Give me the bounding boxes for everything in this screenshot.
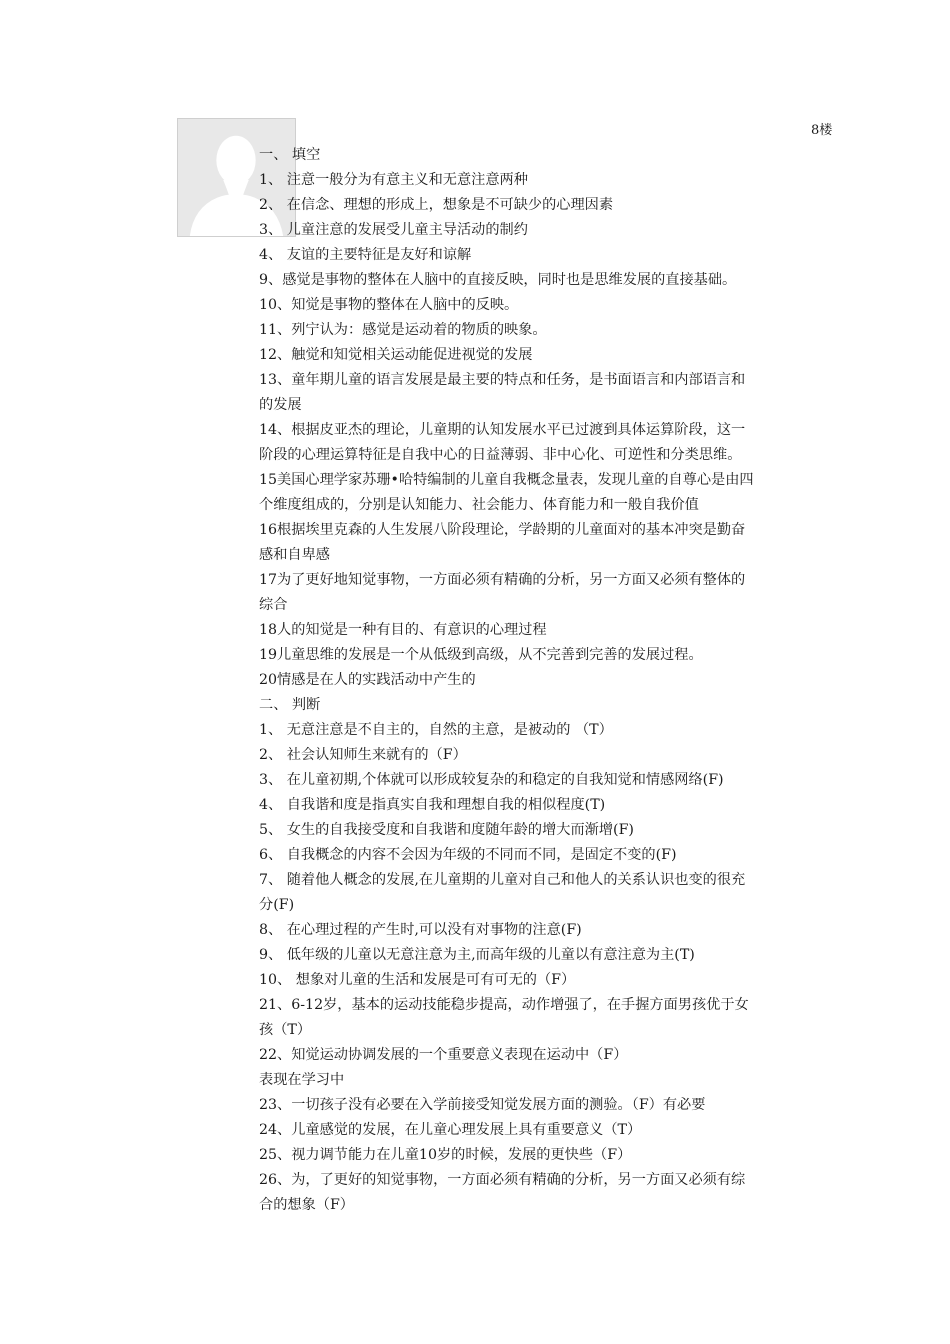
text-line: 22、知觉运动协调发展的一个重要意义表现在运动中（F） [259, 1047, 628, 1063]
text-line: 3、 在儿童初期,个体就可以形成较复杂的和稳定的自我知觉和情感网络(F) [259, 772, 724, 788]
text-line: 个维度组成的，分别是认知能力、社会能力、体育能力和一般自我价值 [259, 497, 699, 513]
text-line: 10、知觉是事物的整体在人脑中的反映。 [259, 297, 519, 313]
text-line: 13、童年期儿童的语言发展是最主要的特点和任务，是书面语言和内部语言和 [259, 372, 746, 388]
text-line: 综合 [259, 597, 288, 613]
floor-label: 8楼 [811, 123, 833, 138]
text-line: 4、 自我谐和度是指真实自我和理想自我的相似程度(T) [259, 797, 606, 813]
text-line: 26、为，了更好的知觉事物，一方面必须有精确的分析，另一方面又必须有综 [259, 1172, 746, 1188]
text-line: 的发展 [259, 397, 302, 413]
text-line: 二、 判断 [259, 697, 321, 713]
text-line: 17为了更好地知觉事物，一方面必须有精确的分析，另一方面又必须有整体的 [259, 572, 746, 588]
text-line: 合的想象（F） [259, 1197, 354, 1213]
document-body [259, 143, 839, 1218]
text-line: 3、 儿童注意的发展受儿童主导活动的制约 [259, 222, 528, 238]
text-line: 15美国心理学家苏珊•哈特编制的儿童自我概念量表，发现儿童的自尊心是由四 [259, 472, 754, 488]
text-line: 25、视力调节能力在儿童10岁的时候，发展的更快些（F） [259, 1147, 632, 1163]
text-line: 2、 在信念、理想的形成上，想象是不可缺少的心理因素 [259, 197, 614, 213]
text-line: 23、一切孩子没有必要在入学前接受知觉发展方面的测验。（F）有必要 [259, 1097, 706, 1113]
text-line: 6、 自我概念的内容不会因为年级的不同而不同，是固定不变的(F) [259, 847, 677, 863]
text-line: 9、感觉是事物的整体在人脑中的直接反映，同时也是思维发展的直接基础。 [259, 272, 737, 288]
text-line: 1、 注意一般分为有意主义和无意注意两种 [259, 172, 528, 188]
text-line: 一、 填空 [259, 147, 321, 163]
text-line: 8、 在心理过程的产生时,可以没有对事物的注意(F) [259, 922, 582, 938]
text-line: 4、 友谊的主要特征是友好和谅解 [259, 247, 472, 263]
text-line: 10、 想象对儿童的生活和发展是可有可无的（F） [259, 972, 576, 988]
text-line: 表现在学习中 [259, 1072, 345, 1088]
text-line: 11、列宁认为：感觉是运动着的物质的映象。 [259, 322, 547, 338]
text-line: 18人的知觉是一种有目的、有意识的心理过程 [259, 622, 547, 638]
text-line: 19儿童思维的发展是一个从低级到高级，从不完善到完善的发展过程。 [259, 647, 703, 663]
text-line: 感和自卑感 [259, 547, 330, 563]
text-line: 7、 随着他人概念的发展,在儿童期的儿童对自己和他人的关系认识也变的很充 [259, 872, 746, 888]
text-line: 12、触觉和知觉相关运动能促进视觉的发展 [259, 347, 533, 363]
text-line: 9、 低年级的儿童以无意注意为主,而高年级的儿童以有意注意为主(T) [259, 947, 695, 963]
text-line: 1、 无意注意是不自主的，自然的主意，是被动的 （T） [259, 722, 613, 738]
text-line: 5、 女生的自我接受度和自我谐和度随年龄的增大而渐增(F) [259, 822, 634, 838]
text-line: 分(F) [259, 897, 295, 913]
text-line: 16根据埃里克森的人生发展八阶段理论，学龄期的儿童面对的基本冲突是勤奋 [259, 522, 746, 538]
text-line: 14、根据皮亚杰的理论，儿童期的认知发展水平已过渡到具体运算阶段，这一 [259, 422, 746, 438]
text-line: 20情感是在人的实践活动中产生的 [259, 672, 476, 688]
text-line: 24、儿童感觉的发展，在儿童心理发展上具有重要意义（T） [259, 1122, 642, 1138]
text-line: 孩（T） [259, 1022, 312, 1038]
text-line: 2、 社会认知师生来就有的（F） [259, 747, 467, 763]
text-line: 阶段的心理运算特征是自我中心的日益薄弱、非中心化、可逆性和分类思维。 [259, 447, 742, 463]
text-line: 21、6-12岁，基本的运动技能稳步提高，动作增强了，在手握方面男孩优于女 [259, 997, 749, 1013]
